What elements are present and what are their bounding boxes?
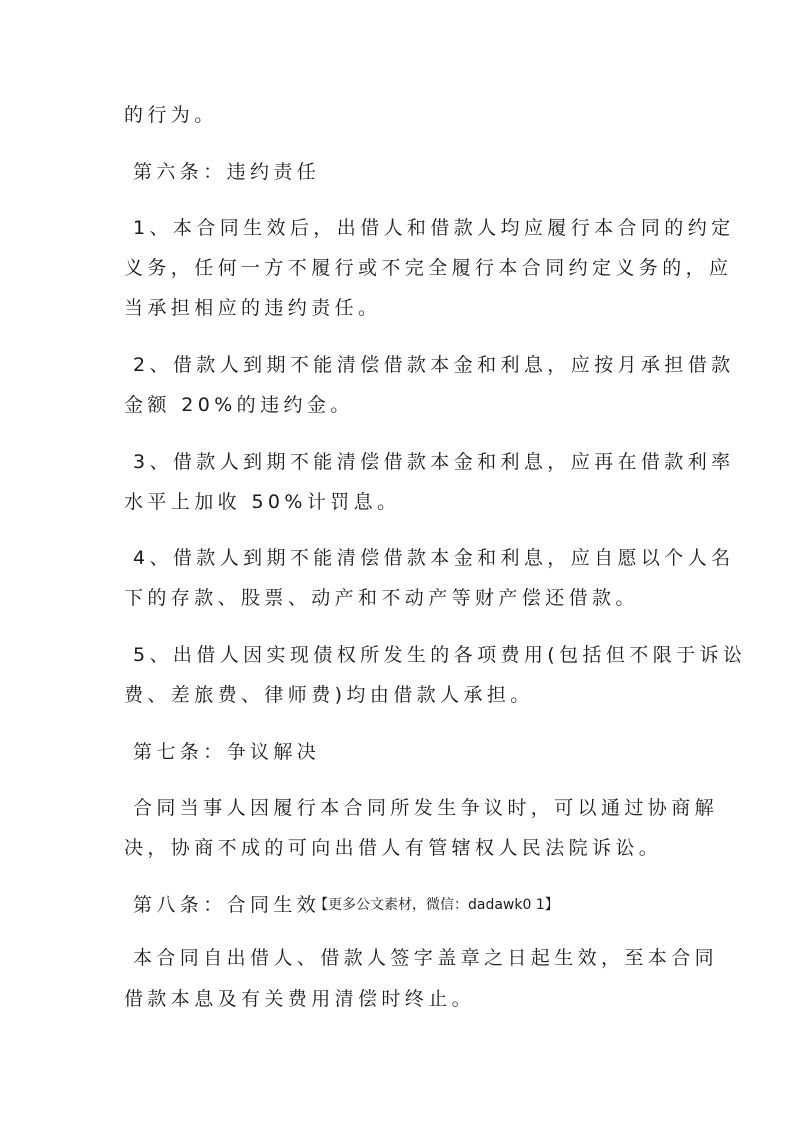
text-line: 4、借款人到期不能清偿借款本金和利息，应自愿以个人名 [133,547,735,569]
text-line: 2、借款人到期不能清偿借款本金和利息，应按月承担借款 [133,354,735,376]
section-heading-6: 第六条：违约责任 [133,161,321,183]
promo-note: 【更多公文素材，微信：dadawk0 1】 [314,897,559,913]
text-line: 3、借款人到期不能清偿借款本金和利息，应再在借款利率 [133,451,735,473]
text-line: 本合同自出借人、借款人签字盖章之日起生效，至本合同 [133,947,719,969]
section-heading-8: 第八条：合同生效 [133,894,321,916]
text-line: 下的存款、股票、动产和不动产等财产偿还借款。 [124,587,639,609]
text-line: 5、出借人因实现债权所发生的各项费用(包括但不限于诉讼 [133,644,747,666]
text-line: 当承担相应的违约责任。 [124,297,382,319]
text-line: 义务，任何一方不履行或不完全履行本合同约定义务的，应 [124,257,733,279]
text-line: 费、差旅费、律师费)均由借款人承担。 [124,684,534,706]
text-line: 水平上加收 50%计罚息。 [124,491,401,513]
text-line: 的行为。 [124,104,218,126]
text-line: 1、本合同生效后，出借人和借款人均应履行本合同的约定 [133,217,735,239]
text-line: 决，协商不成的可向出借人有管辖权人民法院诉讼。 [124,837,663,859]
text-line: 金额 20%的违约金。 [124,394,354,416]
section-heading-7: 第七条：争议解决 [133,741,321,763]
text-line: 合同当事人因履行本合同所发生争议时，可以通过协商解 [133,797,719,819]
text-line: 借款本息及有关费用清偿时终止。 [124,988,476,1010]
